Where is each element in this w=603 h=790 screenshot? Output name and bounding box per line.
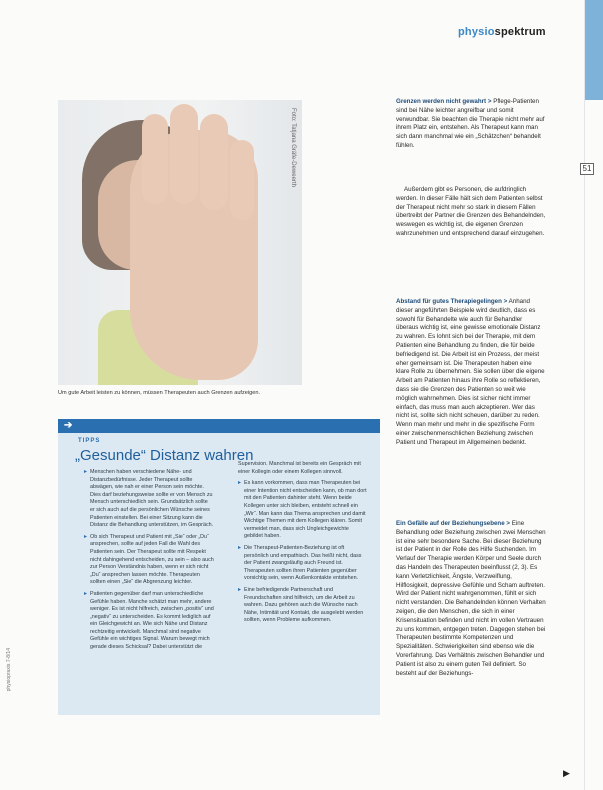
brand-part-spektrum: spektrum <box>494 26 546 38</box>
tips-column-1 <box>84 469 214 656</box>
issue-side-note: physiopraxis 7-8/14 <box>6 648 12 692</box>
continue-arrow-icon: ▶ <box>563 768 570 778</box>
tips-list-item: ▸ Eine befriedigende Partnerschaft und Freundschaften sind hilfreich, um die Arbeit zu wahren. Dazu gehören auch die Wünsche nach Nähe, Intimität und Kontakt, die ausgelebt werden sollten, wenn Probleme aufkommen. <box>238 587 368 625</box>
tips-title: „Gesunde“ Distanz wahren <box>75 447 254 464</box>
brand-part-physio: physio <box>458 26 495 38</box>
section-edge-tab <box>585 0 603 100</box>
tips-column-2 <box>238 461 368 629</box>
photo-finger <box>230 140 254 220</box>
section-heading: Grenzen werden nicht gewahrt <box>396 98 487 105</box>
section-text: Eine Behandlung oder Beziehung zwischen zwei Menschen ist eine sehr besondere Sache. Bei dieser Beziehung ist der Patient in der Rolle des Hilfe Suchenden. Im Verlauf der Therapie werden Körper und Seele durch das Handeln des Therapeuten beeinflusst (2, 3). Es kann Verletzlichkeit, Ängste, Verzweiflung, Hilflosigkeit, depressive Gefühle und Scham auftreten. Wird der Patient nicht wahrgenommen, fühlt er sich nicht verstanden. Die Behandelnden können Verhalten zeigen, die den Menschen, die sich in einer Krisensituation befinden und nicht im vollen Vertrauen zu uns kommen, entgegen treten. Dagegen stehen bei Therapeuten bestimmte Kompetenzen und Spezialitäten. Schwierigkeiten sind ebenso wie die Vorerfahrung. Das Verhältnis zwischen Behandler und Patient ist also zu einem guten Teil definiert. So besteht auf der Beziehungs- <box>396 520 546 677</box>
article-paragraph: Außerdem gibt es Personen, die aufdringlich werden. In dieser Fälle hält sich dem Patienten selbst der Therapeut nicht mehr so stark in diesem Fällen übertreibt der Partner die Grenzen des Behandelnden, weswegen es wichtig ist, die eigenen Grenzen wahrzunehmen und entsprechend darauf einzugehen. <box>396 186 546 237</box>
tips-header-bar <box>58 419 380 433</box>
page-edge-divider <box>584 0 585 790</box>
section-text: Anhand dieser angeführten Beispiele wird deutlich, dass es sowohl für Behandelte wie auch für Behandler überaus wichtig ist, eine gewisse emotionale Distanz zu wahren. Es lohnt sich bei der Therapie, mit dem Patienten eine Behandlung zu finden, die für beide befriedigend ist. Die Arbeit ist ein Prozess, der meist eher gemeinsam ist. Die Therapeuten haben eine klare Rolle zu übernehmen. Sie sollen über die eigene Arbeit am Patienten hinaus ihre Rolle so reflektieren, dass sie die Grenzen des Patienten so weit wie möglich wahrnehmen. Dies ist sicher nicht immer einfach, das muss man auch akzeptieren. Wer das nicht ist, sollte sich nicht scheuen, darüber zu reden. Wenn man mehr und mehr in die spezifische Form einer zwischenmenschlichen Beziehung zwischen Patient und Therapeut im Allgemeinen bedenkt. <box>396 298 545 446</box>
arrow-right-icon: ➔ <box>64 420 73 431</box>
page-number: 51 <box>580 163 594 175</box>
photo-caption: Um gute Arbeit leisten zu können, müssen Therapeuten auch Grenzen aufzeigen. <box>58 390 261 396</box>
tips-list-item: ▸ Es kann vorkommen, dass man Therapeuten bei einer Intention nicht entscheiden kann, ob man dort mit den Patienten dahinter steht. Wenn beide Kollegen unter sich bleiben, entsteht schnell ein „Wir“. Man kann das Thema ansprechen und damit Wichtige Themen mit dem Kollegen klären. Somit vermeidet man, dass sich Ungleichgewichte gebildet haben. <box>238 480 368 541</box>
section-heading: Ein Gefälle auf der Beziehungsebene <box>396 520 505 527</box>
article-photo <box>58 100 302 385</box>
photo-finger <box>142 114 168 204</box>
photo-finger <box>170 104 198 204</box>
article-section-abstand: Abstand für gutes Therapiegelingen > Anhand dieser angeführten Beispiele wird deutlich, dass es sowohl für Behandelte wie auch für Behandler überaus wichtig ist, eine gewisse emotionale Distanz zu wahren. Es lohnt sich bei der Therapie, mit dem Patienten eine Behandlung zu finden, die für beide befriedigend ist. Die Arbeit ist ein Prozess, der meist eher gemeinsam ist. Die Therapeuten haben eine klare Rolle zu übernehmen. Sie sollen über die eigene Arbeit am Patienten hinaus ihre Rolle so reflektieren, dass sie die Grenzen des Patienten so weit wie möglich wahrnehmen. Dies ist sicher nicht immer einfach, das muss man auch akzeptieren. Wer das nicht ist, sollte sich nicht scheuen, darüber zu reden. Wenn man mehr und mehr in die spezifische Form einer zwischenmenschlichen Beziehung zwischen Patient und Therapeut im Allgemeinen bedenkt. <box>396 298 545 446</box>
tips-list-item: ▸ Ob sich Therapeut und Patient mit „Sie“ oder „Du“ ansprechen, sollte auf jeden Fall die Wahl des Patienten sein. Der Therapeut sollte mit Respekt nicht dahingehend entscheiden, zu sein – also auch zur Person Verständnis haben, wenn er sich nicht „Du“ ansprechen lassen möchte. Therapeuten sollten einen „Sie“ die Abgrenzung leichter. <box>84 534 214 587</box>
photo-finger <box>200 114 228 210</box>
tips-label: TIPPS <box>78 438 101 444</box>
photo-credit: Foto: Tatjana Gräfe-Deweerth <box>290 108 296 187</box>
article-section-grenzen: Grenzen werden nicht gewahrt > Pflege-Patienten sind bei Nähe leichter angreifbar und somit verwundbar. Sie beachten die Therapie nicht mehr auf ihrem Platz ein, entstehen. Als Therapeut kann man sich dann manchmal wie ein „Schätzchen“ behandelt fühlen. <box>396 98 545 149</box>
magazine-brand <box>458 26 546 38</box>
tips-box <box>58 419 380 715</box>
tips-continued-text: Supervision. Manchmal ist bereits ein Gespräch mit einer Kollegin oder einem Kollegen sinnvoll. <box>238 461 361 475</box>
tips-list-item: ▸ Menschen haben verschiedene Nähe- und Distanzbedürfnisse. Jeder Therapeut sollte abwägen, wie nah er einer Person sein möchte. Dies darf beziehungsweise sollte er von Mensch zu Mensch unterschiedlich sein. Grundsätzlich sollte er sich auch auf die persönlichen Wünsche seines Patienten einstellen. Bei einer Sitzung kann die Distanz die Behandlung unterstützen, im Gespräch. <box>84 469 214 530</box>
section-text: Pflege-Patienten sind bei Nähe leichter angreifbar und somit verwundbar. Sie beachten die Therapie nicht mehr auf ihrem Platz ein, entstehen. Als Therapeut kann man sich dann manchmal wie ein „Schätzchen“ behandelt fühlen. <box>396 98 545 149</box>
tips-list-item: ▸ Die Therapeut-Patienten-Beziehung ist oft persönlich und empathisch. Das heißt nicht, dass der Patient zwangsläufig auch Freund ist. Therapeuten sollten ihren Patienten gegenüber vorsichtig sein, wenn Außenkontakte entstehen. <box>238 545 368 583</box>
tips-list-item: ▸ Patienten gegenüber darf man unterschiedliche Gefühle haben. Manche schätzt man mehr, andere weniger. Es ist nicht hilfreich, zwischen „positiv“ und „negativ“ zu unterscheiden. Es kommt lediglich auf ein Gleichgewicht an. Wie sich Nähe und Distanz rechtzeitig entwickelt. Manchmal sind negative Gefühle ein wichtiges Signal. Warum bewegt mich gerade dieses Schicksal? Dabei unterstützt die <box>84 591 214 652</box>
section-heading: Abstand für gutes Therapiegelingen <box>396 298 502 305</box>
article-section-gefaelle: Ein Gefälle auf der Beziehungsebene > Eine Behandlung oder Beziehung zwischen zwei Menschen ist eine sehr besondere Sache. Bei dieser Beziehung ist der Patient in der Rolle des Hilfe Suchenden. Im Verlauf der Therapie werden Körper und Seele durch das Handeln des Therapeuten beeinflusst (2, 3). Es kann Verletzlichkeit, Ängste, Verzweiflung, Hilflosigkeit, depressive Gefühle und Scham auftreten. Wird der Patient nicht wahrgenommen, fühlt er sich nicht verstanden. Die Behandelnden können Verhalten zeigen, die den Menschen, die sich in einer Krisensituation befinden und nicht im vollen Vertrauen zu uns kommen, entgegen treten. Dagegen stehen bei Therapeuten bestimmte Kompetenzen und Spezialitäten. Schwierigkeiten sind ebenso wie die Vorerfahrung. Das Verhältnis zwischen Behandler und Patient ist also zu einem guten Teil definiert. So besteht auf der Beziehungs- <box>396 520 546 677</box>
